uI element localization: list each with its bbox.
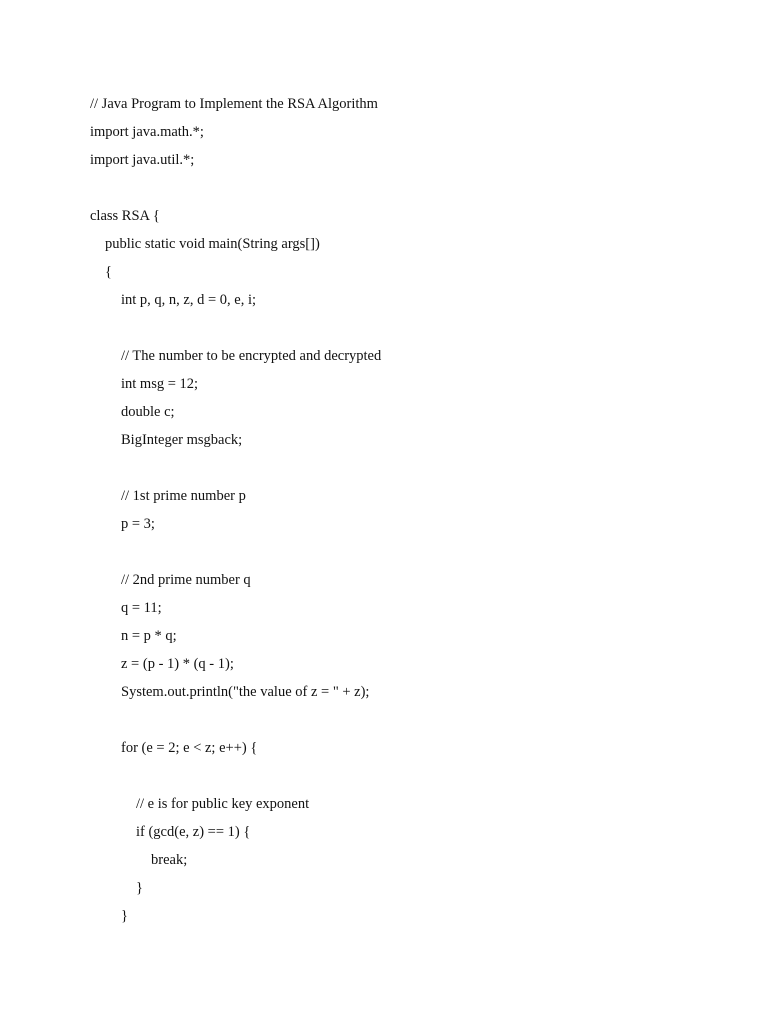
code-line: for (e = 2; e < z; e++) {	[121, 740, 258, 756]
code-line: BigInteger msgback;	[121, 432, 243, 448]
blank-line	[90, 538, 730, 566]
code-line: // 2nd prime number q	[121, 572, 251, 588]
code-line: {	[105, 264, 112, 280]
code-line: // Java Program to Implement the RSA Algorithm	[90, 96, 378, 112]
blank-line	[90, 762, 730, 790]
code-line: import java.math.*;	[90, 124, 204, 140]
blank-line	[90, 174, 730, 202]
code-line: p = 3;	[121, 516, 155, 532]
code-block	[90, 90, 730, 930]
code-line: n = p * q;	[121, 628, 177, 644]
code-line: System.out.println("the value of z = " + z);	[121, 684, 370, 700]
blank-line	[90, 314, 730, 342]
code-line: class RSA {	[90, 208, 160, 224]
code-line: import java.util.*;	[90, 152, 195, 168]
code-line: public static void main(String args[])	[105, 236, 320, 252]
code-line: }	[121, 908, 128, 924]
code-line: if (gcd(e, z) == 1) {	[136, 824, 251, 840]
blank-line	[90, 706, 730, 734]
code-line: z = (p - 1) * (q - 1);	[121, 656, 234, 672]
code-line: // e is for public key exponent	[136, 796, 310, 812]
code-line: double c;	[121, 404, 175, 420]
code-line: q = 11;	[121, 600, 162, 616]
code-line: }	[136, 880, 143, 896]
code-line: break;	[151, 852, 188, 868]
code-line: int msg = 12;	[121, 376, 199, 392]
code-line: // The number to be encrypted and decrypted	[121, 348, 382, 364]
blank-line	[90, 454, 730, 482]
code-line: int p, q, n, z, d = 0, e, i;	[121, 292, 257, 308]
code-line: // 1st prime number p	[121, 488, 246, 504]
